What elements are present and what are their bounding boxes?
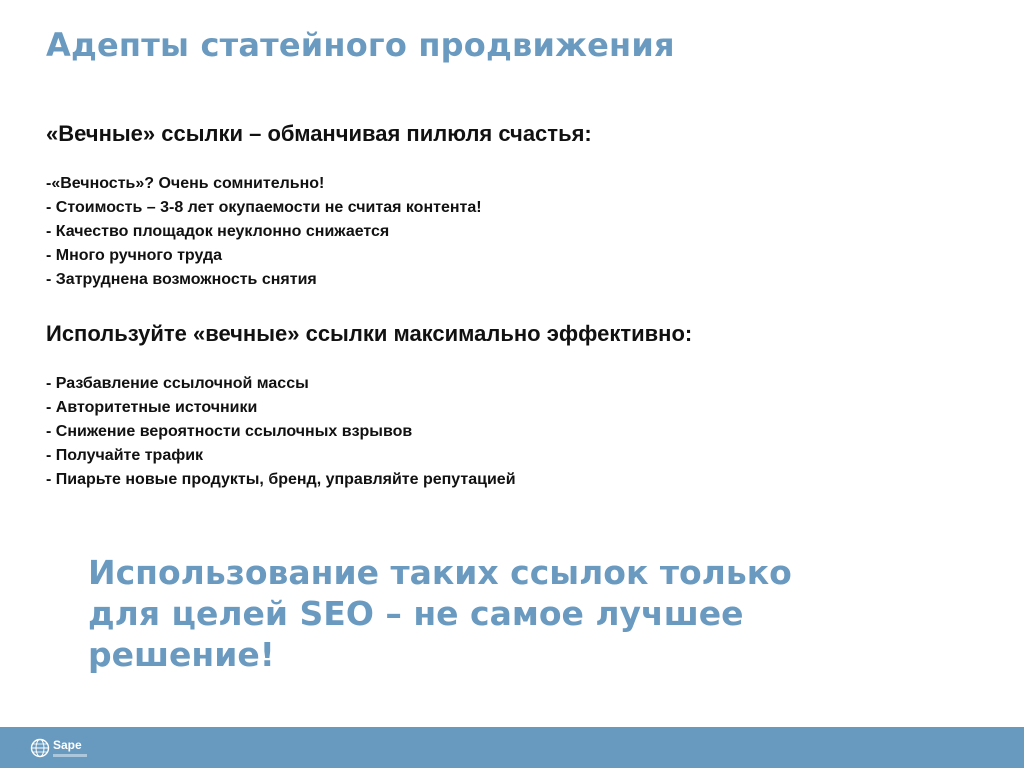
list-item: - Снижение вероятности ссылочных взрывов <box>46 423 413 440</box>
logo-name: Sape <box>53 738 82 752</box>
list-item: - Качество площадок неуклонно снижается <box>46 223 390 240</box>
logo-tagline-graphic <box>53 754 87 757</box>
callout-line: решение! <box>88 635 275 674</box>
list-item: - Разбавление ссылочной массы <box>46 375 309 392</box>
section-heading-use-effectively: Используйте «вечные» ссылки максимально эффективно: <box>46 321 693 346</box>
list-item: - Пиарьте новые продукты, бренд, управляйте репутацией <box>46 471 516 488</box>
list-item: -«Вечность»? Очень сомнительно! <box>46 175 325 192</box>
globe-icon <box>30 738 50 758</box>
logo-text-block <box>53 739 87 757</box>
list-item: - Получайте трафик <box>46 447 204 464</box>
conclusion-callout <box>88 552 868 675</box>
list-item: - Затруднена возможность снятия <box>46 271 317 288</box>
section-heading-eternal-links: «Вечные» ссылки – обманчивая пилюля счастья: <box>46 121 592 146</box>
footer-bar <box>0 727 1024 768</box>
callout-line: для целей SEO – не самое лучшее <box>88 594 744 633</box>
list-item: - Авторитетные источники <box>46 399 258 416</box>
list-item: - Много ручного труда <box>46 247 223 264</box>
list-item: - Стоимость – 3-8 лет окупаемости не считая контента! <box>46 199 482 216</box>
sape-logo <box>30 734 87 762</box>
slide-title: Адепты статейного продвижения <box>46 26 675 64</box>
recommendations-list <box>46 372 516 492</box>
callout-line: Использование таких ссылок только <box>88 553 792 592</box>
drawbacks-list <box>46 172 482 292</box>
